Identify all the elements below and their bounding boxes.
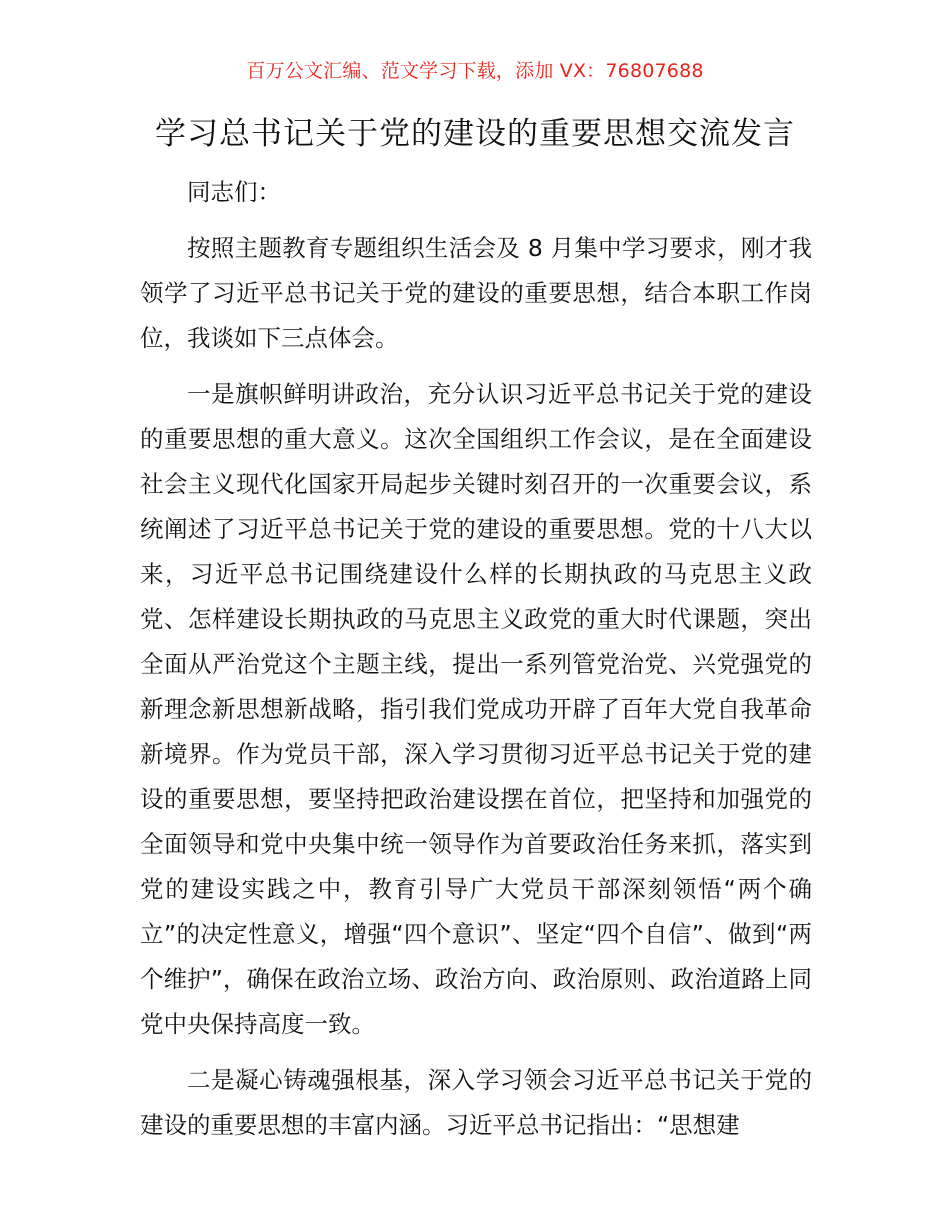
- greeting-line: 同志们：: [187, 178, 281, 206]
- document-title: 学习总书记关于党的建设的重要思想交流发言: [155, 116, 795, 152]
- document-body: [140, 170, 812, 1148]
- header-watermark-note: 百万公文汇编、范文学习下载，添加 VX：76807688: [246, 60, 704, 82]
- paragraph-point-one: 一是旗帜鲜明讲政治，充分认识习近平总书记关于党的建设的重要思想的重大意义。这次全国组织工作会议，是在全面建设社会主义现代化国家开局起步关键时刻召开的一次重要会议，系统阐述了习近平总书记关于党的建设的重要思想。党的十八大以来，习近平总书记围绕建设什么样的长期执政的马克思主义政党、怎样建设长期执政的马克思主义政党的重大时代课题，突出全面从严治党这个主题主线，提出一系列管党治党、兴党强党的新理念新思想新战略，指引我们党成功开辟了百年大党自我革命新境界。作为党员干部，深入学习贯彻习近平总书记关于党的建设的重要思想，要坚持把政治建设摆在首位，把坚持和加强党的全面领导和党中央集中统一领导作为首要政治任务来抓，落实到党的建设实践之中，教育引导广大党员干部深刻领悟“两个确立”的决定性意义，增强“四个意识”、坚定“四个自信”、做到“两个维护”，确保在政治立场、政治方向、政治原则、政治道路上同党中央保持高度一致。: [140, 380, 812, 1038]
- paragraph-point-two: 二是凝心铸魂强根基，深入学习领会习近平总书记关于党的建设的重要思想的丰富内涵。习近平总书记指出：“思想建: [140, 1066, 812, 1139]
- paragraph-intro: 按照主题教育专题组织生活会及 8 月集中学习要求，刚才我领学了习近平总书记关于党的建设的重要思想，结合本职工作岗位，我谈如下三点体会。: [140, 234, 812, 352]
